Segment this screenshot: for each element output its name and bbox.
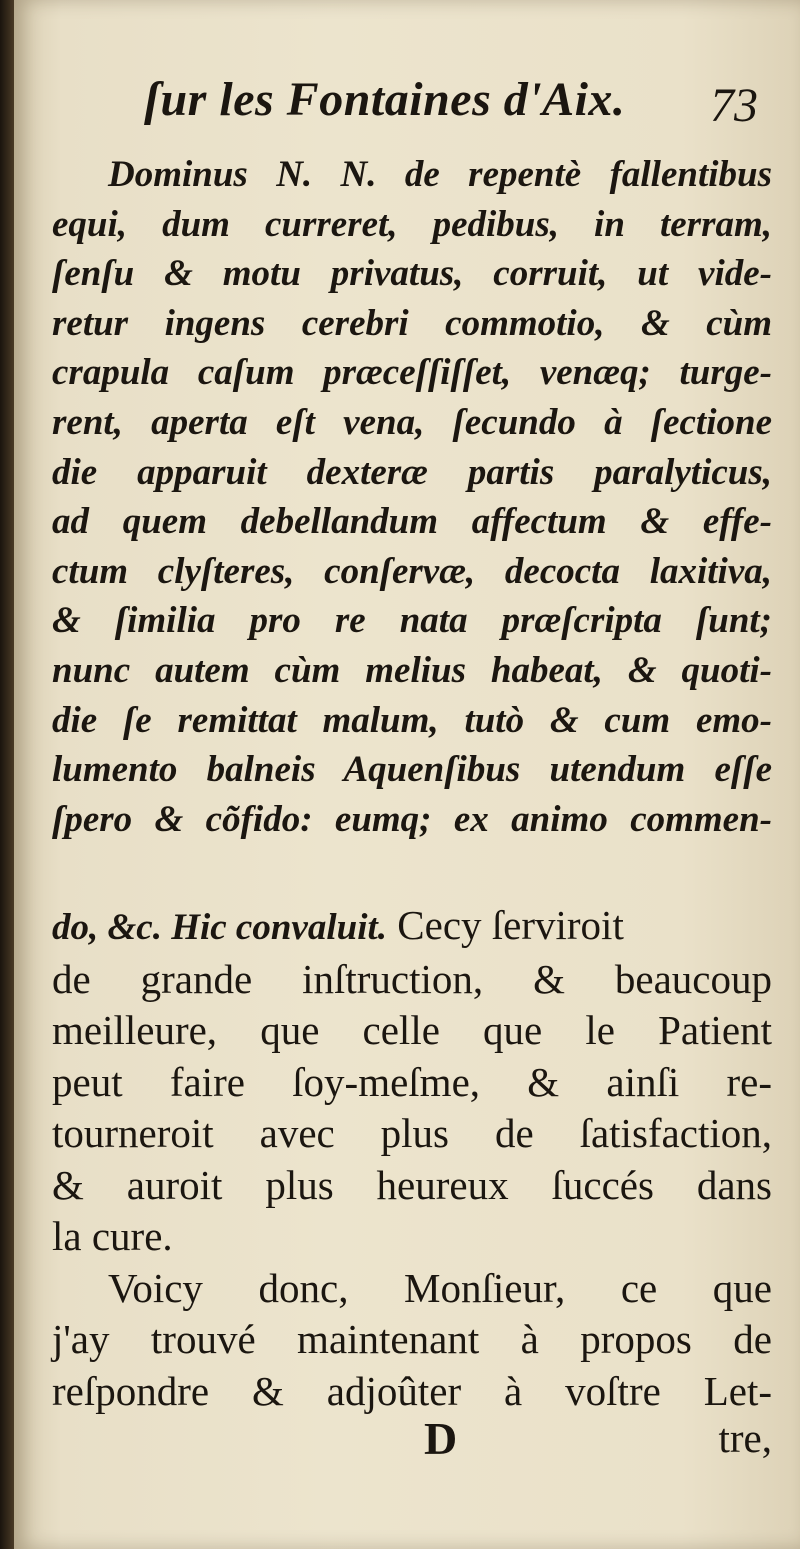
text-line: tourneroit avec plus de ſatisfaction, (52, 1110, 772, 1156)
text-line: lumento balneis Aquenſibus utendum eſſe (52, 749, 772, 791)
text-line: meilleure, que celle que le Patient (52, 1007, 772, 1053)
text-line: ſpero & cõfido: eumq; ex animo commen- (52, 798, 772, 840)
catchword: tre, (718, 1415, 772, 1461)
text-line: rent, aperta eſt vena, ſecundo à ſectione (52, 401, 772, 443)
page-header (144, 72, 764, 152)
mixed-line (52, 900, 772, 954)
book-page (14, 0, 800, 1549)
text-line: de grande inſtruction, & beaucoup (52, 955, 772, 1002)
text-line: ctum clyſteres, conſervæ, decocta laxitiva, (52, 550, 772, 592)
text-line: peut faire ſoy-meſme, & ainſi re- (52, 1058, 772, 1105)
text-line: equi, dum curreret, pedibus, in terram, (52, 203, 772, 245)
text-line: retur ingens cerebri commotio, & cùm (52, 302, 772, 344)
running-head: ſur les Fontaines d'Aix. (144, 73, 626, 126)
text-line: reſpondre & adjoûter à voſtre Let- (52, 1367, 772, 1414)
latin-passage (52, 150, 772, 844)
text-line: j'ay trouvé maintenant à propos de (52, 1316, 772, 1362)
book-spine-shadow (0, 0, 14, 1549)
text-line: & ſimilia pro re nata præſcripta ſunt; (52, 600, 772, 642)
text-line: la cure. (52, 1213, 173, 1259)
text-line: crapula caſum præceſſiſſet, venæq; turge- (52, 352, 772, 394)
text-line: die apparuit dexteræ partis paralyticus, (52, 451, 772, 493)
text-line: Dominus N. N. de repentè fallentibus (108, 154, 772, 195)
text-line: nunc autem cùm melius habeat, & quoti- (52, 649, 772, 691)
french-opening: Cecy ſerviroit (397, 902, 624, 948)
text-line: die ſe remittat malum, tutò & cum emo- (52, 699, 772, 741)
french-passage (52, 900, 772, 1417)
paragraph-start-line: Voicy donc, Monſieur, ce que (108, 1264, 772, 1311)
text-line: ſenſu & motu privatus, corruit, ut vide- (52, 253, 772, 295)
latin-closing: do, &c. Hic convaluit. (52, 907, 388, 948)
page-footer (52, 1410, 772, 1470)
text-line: ad quem debellandum affectum & effe- (52, 501, 772, 543)
signature-mark: D (424, 1413, 458, 1464)
text-line: & auroit plus heureux ſuccés dans (52, 1161, 772, 1208)
page-number: 73 (710, 79, 758, 132)
